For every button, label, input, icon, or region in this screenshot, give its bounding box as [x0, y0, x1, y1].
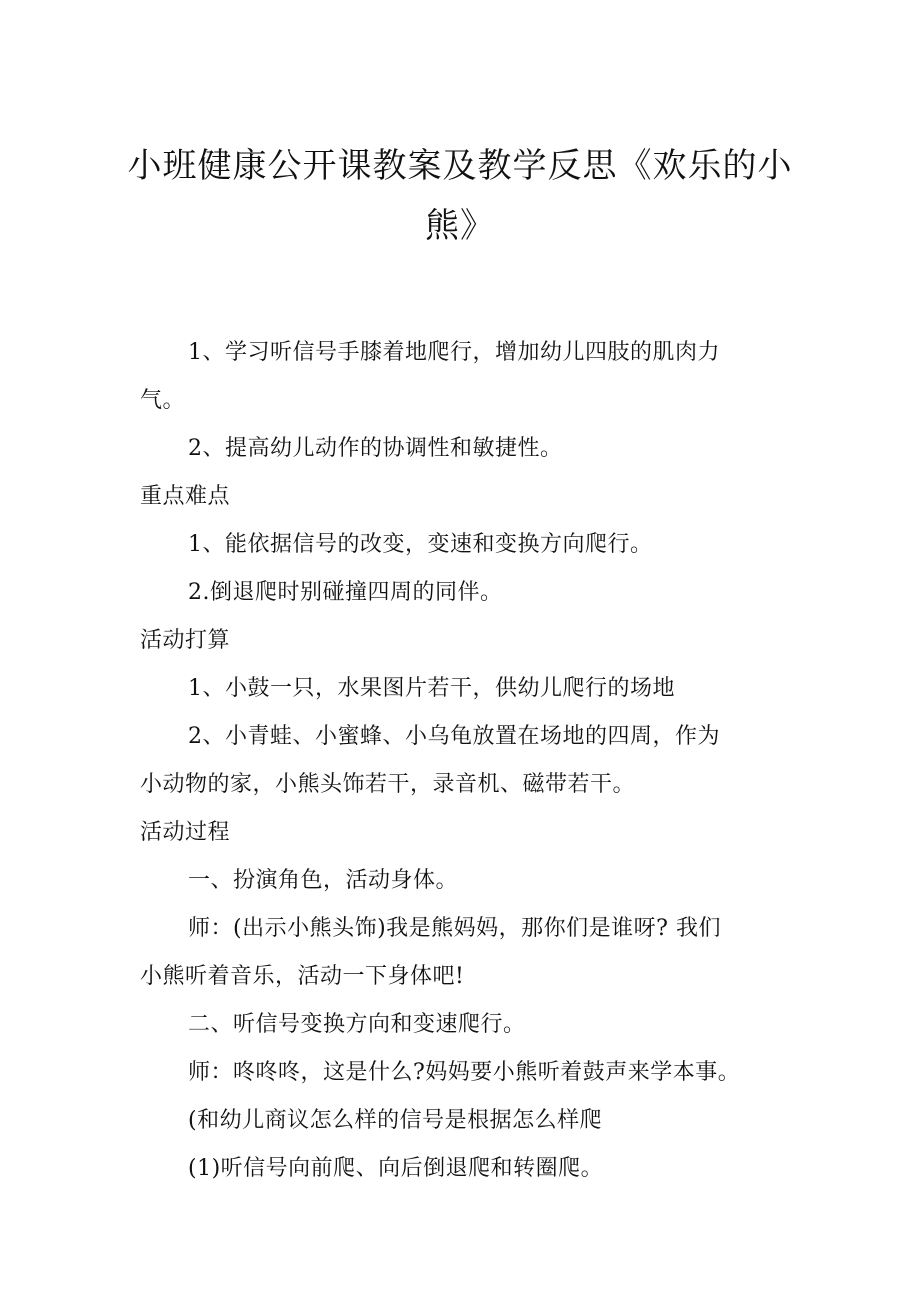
paragraph-line: (和幼儿商议怎么样的信号是根据怎么样爬 — [188, 1108, 603, 1133]
paragraph-line: 小熊听着音乐，活动一下身体吧! — [140, 964, 465, 989]
paragraph-line: 1、小鼓一只，水果图片若干，供幼儿爬行的场地 — [188, 676, 675, 701]
section-heading: 活动打算 — [140, 628, 231, 653]
paragraph-line: 1、学习听信号手膝着地爬行，增加幼儿四肢的肌肉力 — [188, 340, 720, 365]
section-heading: 活动过程 — [140, 820, 231, 845]
paragraph-line: 2、小青蛙、小蜜蜂、小乌龟放置在场地的四周，作为 — [188, 724, 720, 749]
paragraph-line: 2.倒退爬时别碰撞四周的同伴。 — [188, 580, 503, 605]
paragraph-line: 二、听信号变换方向和变速爬行。 — [188, 1012, 526, 1037]
paragraph-line: 2、提高幼儿动作的协调性和敏捷性。 — [188, 436, 563, 461]
paragraph-line: 一、扮演角色，活动身体。 — [188, 868, 459, 893]
paragraph-line: 气。 — [140, 388, 186, 413]
paragraph-line: 1、能依据信号的改变，变速和变换方向爬行。 — [188, 532, 653, 557]
document-title-line-2: 熊》 — [425, 206, 495, 246]
paragraph-line: (1)听信号向前爬、向后倒退爬和转圈爬。 — [188, 1156, 604, 1181]
paragraph-line: 小动物的家，小熊头饰若干，录音机、磁带若干。 — [140, 772, 636, 797]
section-heading: 重点难点 — [140, 484, 231, 509]
document-title-line-1: 小班健康公开课教案及教学反思《欢乐的小 — [127, 146, 793, 186]
paragraph-line: 师：(出示小熊头饰)我是熊妈妈，那你们是谁呀? 我们 — [188, 916, 721, 941]
paragraph-line: 师：咚咚咚，这是什么?妈妈要小熊听着鼓声来学本事。 — [188, 1060, 741, 1085]
